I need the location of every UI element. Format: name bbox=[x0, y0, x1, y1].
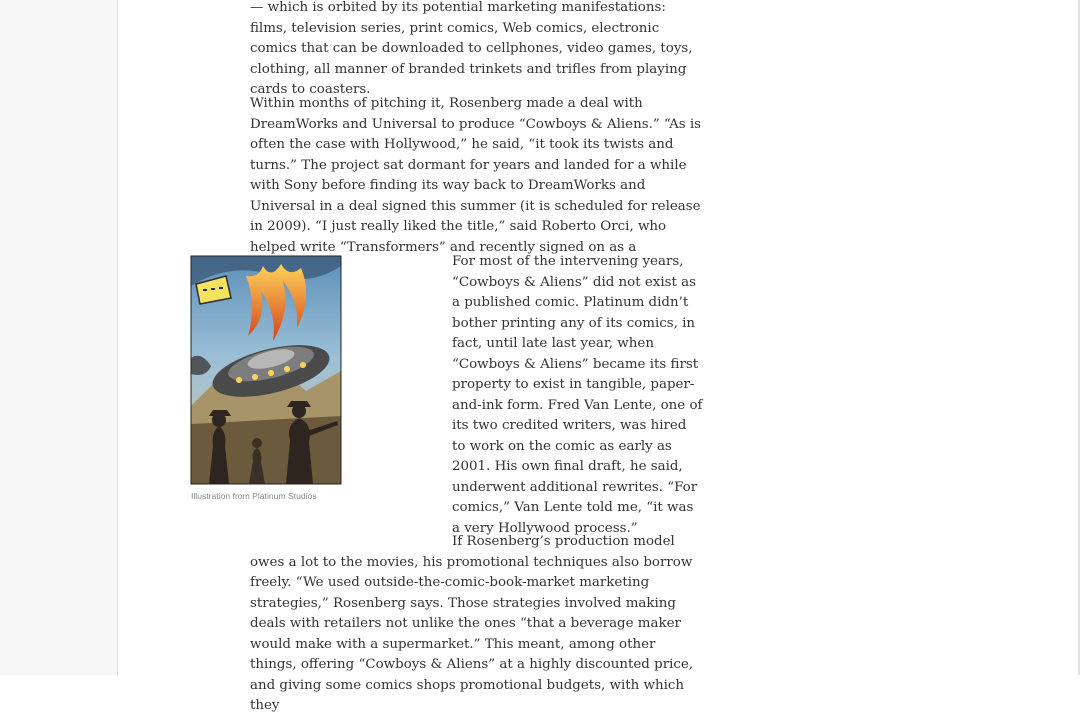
article-paragraph-2: Within months of pitching it, Rosenberg made a deal with DreamWorks and Universal to produce “Cowboys & Aliens.” “As is often the case with Hollywood,” he said, “it took its twists and turns.” The project sat dormant for years and landed for a while with Sony before finding its way back to DreamWorks and Universal in a deal signed this summer (it is scheduled for release in 2009). “I just really liked the title,” said Roberto Orci, who helped write “Transformers” and recently signed on as a bbox=[250, 96, 702, 255]
article-column-bottom bbox=[250, 532, 702, 717]
left-margin-rail bbox=[0, 0, 118, 675]
article-paragraph-1: — which is orbited by its potential marketing manifestations: films, television series, print comics, Web comics, electronic comics that can be downloaded to cellphones, video games, toys, clothing, all manner of branded trinkets and trifles from playing cards to coasters. bbox=[250, 0, 693, 97]
article-column-beside-figure bbox=[452, 252, 704, 539]
article-column-top bbox=[250, 0, 702, 101]
article-paragraph-4: If Rosenberg’s production model owes a lot to the movies, his promotional techniques also borrow freely. “We used outside-the-comic-book-market marketing strategies,” Rosenberg says. Those strategies involved making deals with retailers not unlike the ones “that a beverage maker would make with a supermarket.” This meant, among other things, offering “Cowboys & Aliens” at a highly discounted price, and giving some comics shops promotional budgets, with which they bbox=[250, 534, 694, 713]
comic-illustration-figure bbox=[191, 256, 341, 501]
article-column-middle bbox=[250, 94, 702, 279]
comic-cover-illustration-icon bbox=[191, 256, 341, 484]
figure-caption: Illustration from Platinum Studios bbox=[191, 491, 317, 501]
article-paragraph-3: For most of the intervening years, “Cowboys & Aliens” did not exist as a published comic. Platinum didn’t bother printing any of its comics, in fact, until late last year, when “Cowboys & Aliens” became its first property to exist in tangible, paper-and-ink form. Fred Van Lente, one of its two credited writers, was hired to work on the comic as early as 2001. His own final draft, he said, underwent additional rewrites. “For comics,” Van Lente told me, “it was a very Hollywood process.” bbox=[452, 254, 703, 536]
